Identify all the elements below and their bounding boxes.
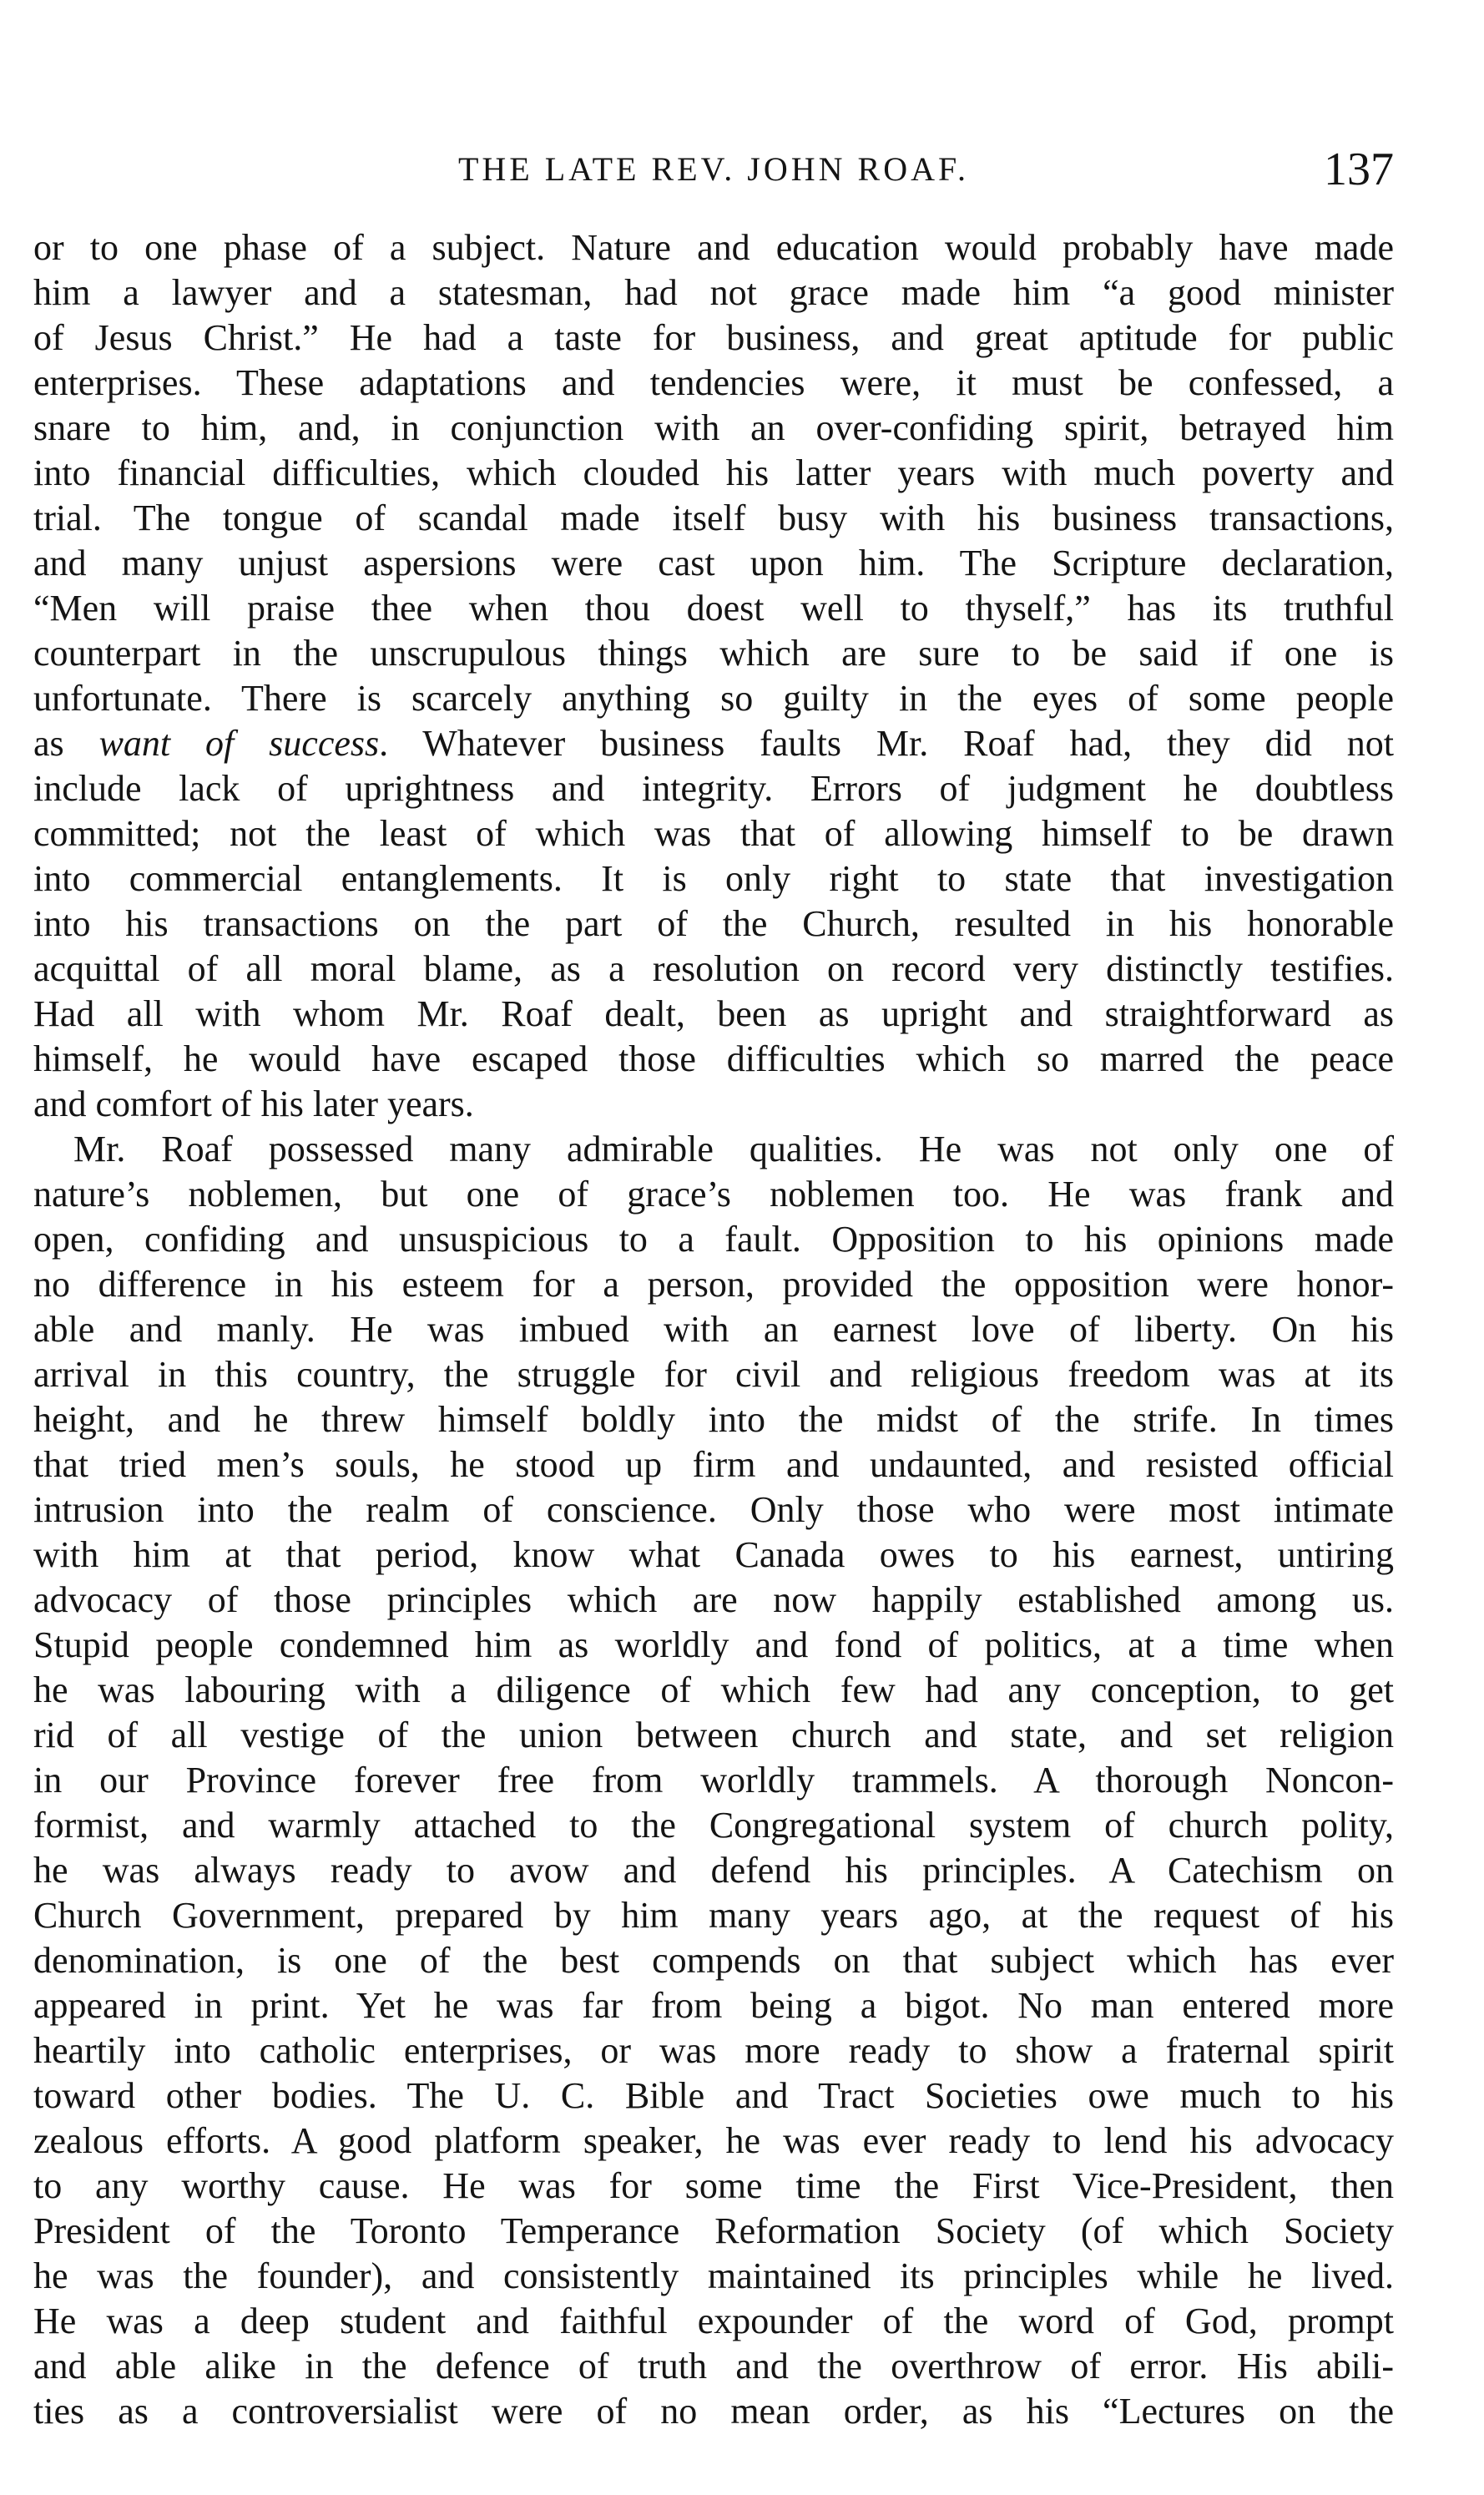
text-line: with him at that period, know what Canada owes to his earnest, untiring bbox=[33, 1534, 1394, 1575]
text-line: denomination, is one of the best compends on that subject which has ever bbox=[33, 1940, 1394, 1981]
text-line: into financial difficulties, which clouded his latter years with much poverty and bbox=[33, 452, 1394, 493]
text-line: toward other bodies. The U. C. Bible and Tract Societies owe much to his bbox=[33, 2075, 1394, 2116]
text-line: nature’s noblemen, but one of grace’s noblemen too. He was frank and bbox=[33, 1174, 1394, 1215]
text-line: appeared in print. Yet he was far from being a bigot. No man entered more bbox=[33, 1985, 1394, 2026]
running-head bbox=[33, 140, 1394, 199]
text-line: include lack of uprightness and integrity. Errors of judgment he doubtless bbox=[33, 768, 1394, 809]
text-line: acquittal of all moral blame, as a resolution on record very distinctly testifies. bbox=[33, 948, 1394, 989]
text-line: height, and he threw himself boldly into the midst of the strife. In times bbox=[33, 1399, 1394, 1440]
text-line: President of the Toronto Temperance Reformation Society (of which Society bbox=[33, 2210, 1394, 2251]
text-line: zealous efforts. A good platform speaker, he was ever ready to lend his advocacy bbox=[33, 2120, 1394, 2161]
text-line: rid of all vestige of the union between church and state, and set religion bbox=[33, 1715, 1394, 1755]
text-line: and able alike in the defence of truth and the overthrow of error. His abili- bbox=[33, 2346, 1394, 2386]
text-line: himself, he would have escaped those difficulties which so marred the peace bbox=[33, 1038, 1394, 1079]
text-line: committed; not the least of which was that of allowing himself to be drawn bbox=[33, 813, 1394, 854]
text-line: he was always ready to avow and defend his principles. A Catechism on bbox=[33, 1850, 1394, 1891]
text-line: Had all with whom Mr. Roaf dealt, been as upright and straightforward as bbox=[33, 993, 1394, 1034]
text-line: He was a deep student and faithful expounder of the word of God, prompt bbox=[33, 2301, 1394, 2341]
text-line: unfortunate. There is scarcely anything so guilty in the eyes of some people bbox=[33, 678, 1394, 719]
text-line: he was labouring with a diligence of which few had any conception, to get bbox=[33, 1669, 1394, 1710]
text-line: that tried men’s souls, he stood up firm and undaunted, and resisted official bbox=[33, 1444, 1394, 1485]
text-line: Stupid people condemned him as worldly and fond of politics, at a time when bbox=[33, 1624, 1394, 1665]
body-text bbox=[33, 225, 1394, 2434]
text-line: open, confiding and unsuspicious to a fault. Opposition to his opinions made bbox=[33, 1219, 1394, 1260]
text-line: ties as a controversialist were of no mean order, as his “Lectures on the bbox=[33, 2391, 1394, 2432]
text-line: Mr. Roaf possessed many admirable qualities. He was not only one of bbox=[73, 1129, 1394, 1169]
text-line: into his transactions on the part of the Church, resulted in his honorable bbox=[33, 903, 1394, 944]
page-number: 137 bbox=[1324, 144, 1394, 195]
text-line: formist, and warmly attached to the Congregational system of church polity, bbox=[33, 1805, 1394, 1846]
text-line: intrusion into the realm of conscience. Only those who were most intimate bbox=[33, 1489, 1394, 1530]
text-line: trial. The tongue of scandal made itself busy with his business transactions, bbox=[33, 497, 1394, 538]
text-line: he was the founder), and consistently maintained its principles while he lived. bbox=[33, 2255, 1394, 2296]
text-line: and many unjust aspersions were cast upon him. The Scripture declaration, bbox=[33, 543, 1394, 583]
text-line: in our Province forever free from worldly trammels. A thorough Noncon- bbox=[33, 1760, 1394, 1801]
text-line: to any worthy cause. He was for some time the First Vice-President, then bbox=[33, 2165, 1394, 2206]
text-line: enterprises. These adaptations and tendencies were, it must be confessed, a bbox=[33, 362, 1394, 403]
text-line: into commercial entanglements. It is only right to state that investigation bbox=[33, 858, 1394, 899]
emphasis: want of success bbox=[98, 723, 380, 764]
paragraph bbox=[33, 1127, 1394, 2434]
text-line: advocacy of those principles which are now happily established among us. bbox=[33, 1579, 1394, 1620]
text-line: heartily into catholic enterprises, or was more ready to show a fraternal spirit bbox=[33, 2030, 1394, 2071]
text-line: him a lawyer and a statesman, had not grace made him “a good minister bbox=[33, 272, 1394, 313]
text-line: “Men will praise thee when thou doest well to thyself,” has its truthful bbox=[33, 588, 1394, 629]
text-line: able and manly. He was imbued with an earnest love of liberty. On his bbox=[33, 1309, 1394, 1350]
paragraph bbox=[33, 225, 1394, 1127]
text-line: counterpart in the unscrupulous things which are sure to be said if one is bbox=[33, 633, 1394, 674]
running-title: THE LATE REV. JOHN ROAF. bbox=[457, 150, 970, 188]
text-line: snare to him, and, in conjunction with an over-confiding spirit, betrayed him bbox=[33, 407, 1394, 448]
text-line: of Jesus Christ.” He had a taste for business, and great aptitude for public bbox=[33, 317, 1394, 358]
text-line: and comfort of his later years. bbox=[33, 1083, 474, 1124]
text-line: Church Government, prepared by him many years ago, at the request of his bbox=[33, 1895, 1394, 1936]
text-line: or to one phase of a subject. Nature and education would probably have made bbox=[33, 227, 1394, 268]
text-line: as want of success. Whatever business faults Mr. Roaf had, they did not bbox=[33, 723, 1394, 764]
text-line: no difference in his esteem for a person, provided the opposition were honor- bbox=[33, 1264, 1394, 1305]
text-line: arrival in this country, the struggle for civil and religious freedom was at its bbox=[33, 1354, 1394, 1395]
